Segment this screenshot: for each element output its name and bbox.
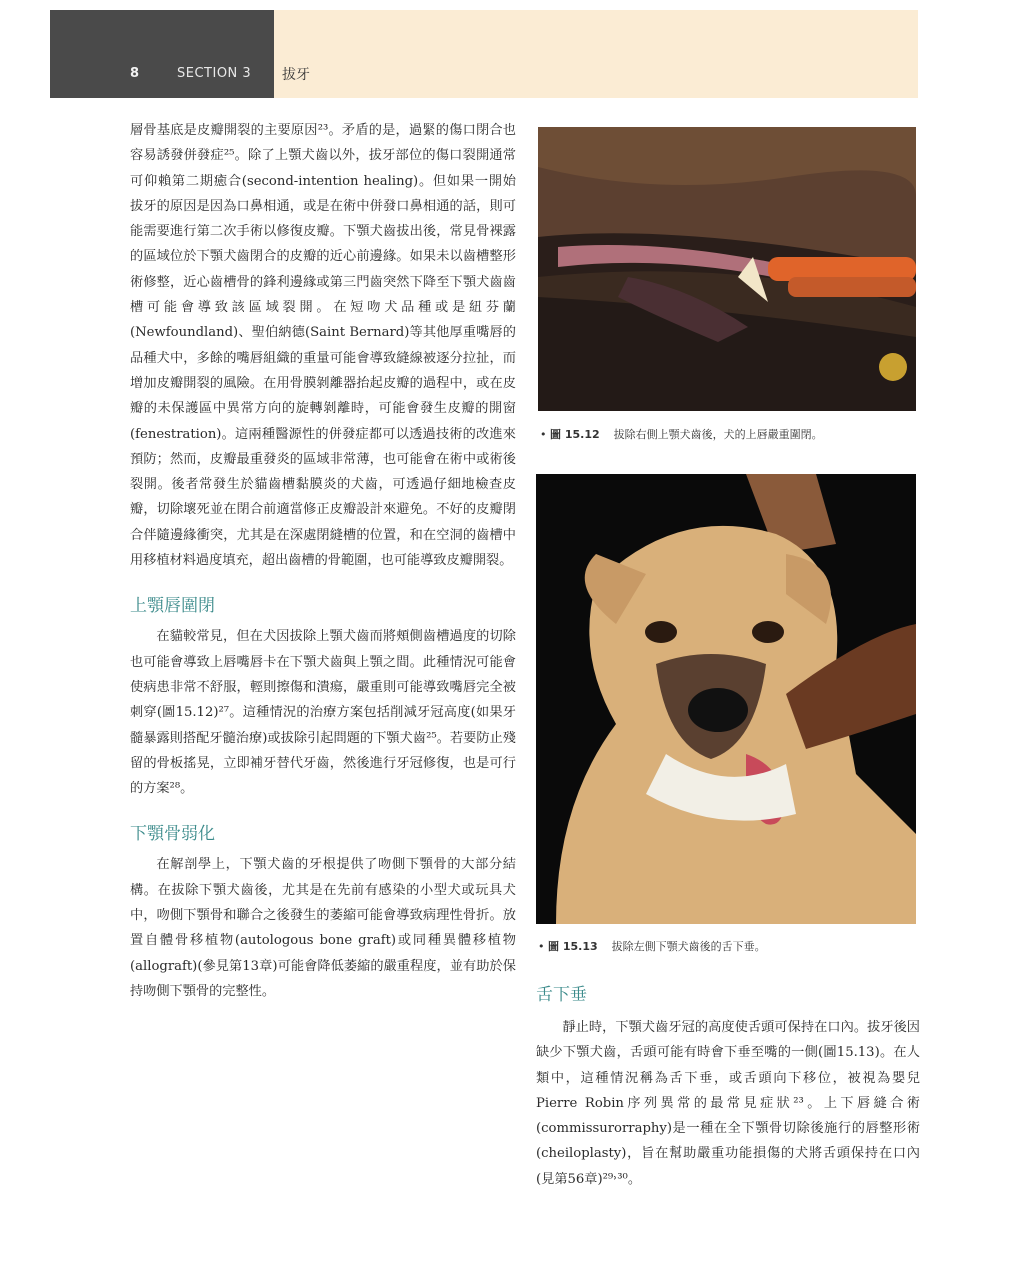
header-dark-band: [50, 10, 274, 98]
heading-tongue: 舌下垂: [536, 985, 587, 1005]
right-column: [536, 980, 920, 1192]
heading-upper-lip: 上顎唇圍閉: [130, 596, 215, 617]
section-label: SECTION 3: [177, 66, 252, 81]
dog-tongue-hanging-photo: [536, 474, 916, 924]
upper-lip-paragraph: 在貓較常見，但在犬因拔除上顎犬齒而將頰側齒槽過度的切除也可能會導致上唇嘴唇卡在下顎犬齒與上顎之間。此種情況可能會使病患非常不舒服，輕則擦傷和潰瘍，嚴重則可能導致嘴唇完全被刺穿(圖15.12)²⁷。這種情況的治療方案包括削減牙冠高度(如果牙髓暴露則搭配牙髓治療)或拔除引起問題的下顎犬齒²⁵。若要防止殘留的骨板搖晃，立即補牙替代牙齒，然後進行牙冠修復，也是可行的方案²⁸。: [130, 629, 516, 797]
figure-caption-text: 拔除左側下顎犬齒後的舌下垂。: [611, 940, 766, 953]
header-light-band: [274, 10, 918, 98]
figure-bullet: •: [540, 428, 550, 441]
figure-caption-15-12: [540, 426, 823, 442]
left-column: [130, 118, 516, 1004]
figure-caption-text: 拔除右側上顎犬齒後，犬的上唇嚴重圍閉。: [613, 428, 823, 441]
figure-number: 圖 15.13: [548, 940, 598, 953]
chapter-title: 拔牙: [282, 67, 310, 83]
mandible-paragraph: 在解剖學上，下顎犬齒的牙根提供了吻側下顎骨的大部分結構。在拔除下顎犬齒後，尤其是在先前有感染的小型犬或玩具犬中，吻側下顎骨和聯合之後發生的萎縮可能會導致病理性骨折。放置自體骨移植物(autologous bone graft)或同種異體移植物(allograft)(參見第13章)可能會降低萎縮的嚴重程度，並有助於保持吻側下顎骨的完整性。: [130, 857, 516, 999]
figure-caption-15-13: [538, 938, 766, 954]
dog-mouth-closeup-photo: [538, 127, 916, 411]
figure-number: 圖 15.12: [550, 428, 600, 441]
tongue-paragraph: 靜止時，下顎犬齒牙冠的高度使舌頭可保持在口內。拔牙後因缺少下顎犬齒，舌頭可能有時會下垂至嘴的一側(圖15.13)。在人類中，這種情況稱為舌下垂，或舌頭向下移位，被視為嬰兒Pierre Robin序列異常的最常見症狀²³。上下唇縫合術(commissurorraphy)是一種在全下顎骨切除後施行的唇整形術(cheiloplasty)，旨在幫助嚴重功能損傷的犬將舌頭保持在口內(見第56章)²⁹˒³⁰。: [536, 1020, 920, 1187]
intro-paragraph: 層骨基底是皮瓣開裂的主要原因²³。矛盾的是，過緊的傷口閉合也容易誘發併發症²⁵。除了上顎犬齒以外，拔牙部位的傷口裂開通常可仰賴第二期癒合(second-intention healing)。但如果一開始拔牙的原因是因為口鼻相通，或是在術中併發口鼻相通的話，則可能需要進行第二次手術以修復皮瓣。下顎犬齒拔出後，常見骨裸露的區域位於下顎犬齒閉合的皮瓣的近心前邊緣。如果未以齒槽整形術修整，近心齒槽骨的鋒利邊緣或第三門齒突然下降至下顎犬齒齒槽可能會導致該區域裂開。在短吻犬品種或是紐芬蘭(Newfoundland)、聖伯納德(Saint Bernard)等其他厚重嘴唇的品種犬中，多餘的嘴唇組織的重量可能會導致縫線被逐分拉扯，而增加皮瓣開裂的風險。在用骨膜剝離器抬起皮瓣的過程中，或在皮瓣的未保護區中異常方向的旋轉剝離時，可能會發生皮瓣的開窗(fenestration)。這兩種醫源性的併發症都可以透過技術的改進來預防；然而，皮瓣最重發炎的區域非常薄，也可能會在術中或術後裂開。後者常發生於貓齒槽黏膜炎的犬齒，可透過仔細地檢查皮瓣，切除壞死並在閉合前適當修正皮瓣設計來避免。不好的皮瓣閉合伴隨邊緣衝突，尤其是在深處閉縫槽的位置，和在空洞的齒槽中用移植材料過度填充，超出齒槽的骨範圍，也可能導致皮瓣開裂。: [130, 123, 516, 569]
page-number: 8: [130, 66, 140, 81]
figure-bullet: •: [538, 940, 548, 953]
heading-mandible: 下顎骨弱化: [130, 824, 215, 845]
